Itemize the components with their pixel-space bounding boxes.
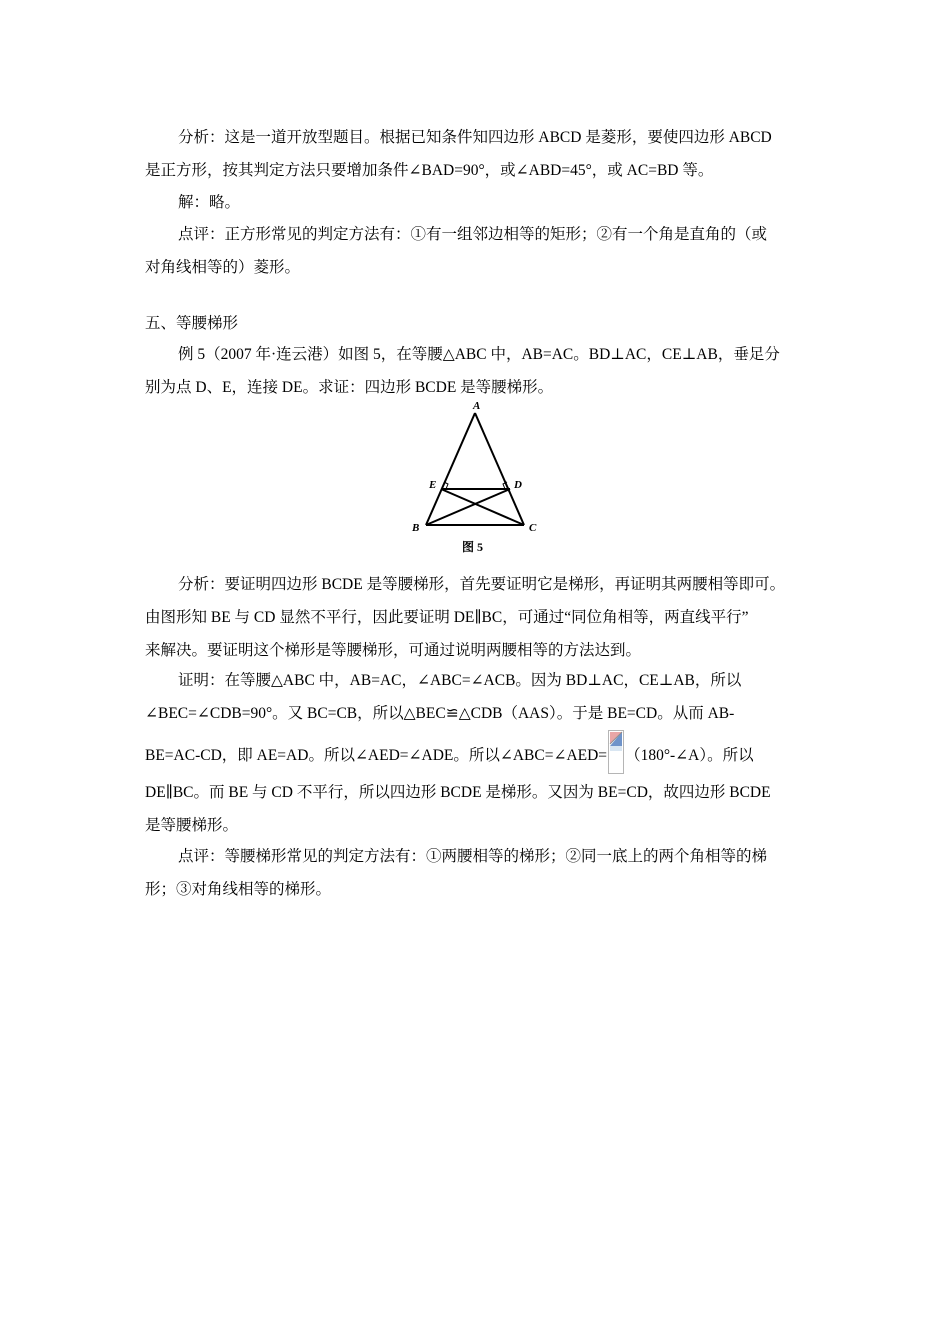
- analysis-paragraph-1: [145, 121, 810, 187]
- text-line: 是正方形，按其判定方法只要增加条件∠BAD=90°，或∠ABD=45°，或 AC=BD 等。: [145, 162, 714, 179]
- text-line: 是等腰梯形。: [145, 817, 239, 834]
- solution-paragraph: [145, 186, 810, 219]
- analysis-paragraph-2: [145, 568, 810, 667]
- text-line: [145, 730, 810, 776]
- text-line: 证明：在等腰△ABC 中，AB=AC，∠ABC=∠ACB。因为 BD⊥AC，CE⊥AB，所以: [178, 672, 742, 689]
- text-line: 由图形知 BE 与 CD 显然不平行，因此要证明 DE∥BC，可通过“同位角相等，两直线平行”: [145, 609, 749, 626]
- text-line: 来解决。要证明这个梯形是等腰梯形，可通过说明两腰相等的方法达到。: [145, 642, 642, 659]
- text-line: 分析：要证明四边形 BCDE 是等腰梯形，首先要证明它是梯形，再证明其两腰相等即可。: [178, 576, 786, 593]
- text-line: ∠BEC=∠CDB=90°。又 BC=CB，所以△BEC≌△CDB（AAS）。于是 BE=CD。从而 AB-: [145, 705, 735, 722]
- text-fragment: BE=AC-CD，即 AE=AD。所以∠AED=∠ADE。所以∠ABC=∠AED=: [145, 747, 608, 764]
- text-line: 点评：等腰梯形常见的判定方法有：①两腰相等的梯形；②同一底上的两个角相等的梯: [178, 848, 768, 865]
- label-e: E: [429, 479, 437, 491]
- section-heading: 五、等腰梯形: [145, 315, 239, 332]
- triangle-diagram: [400, 396, 550, 558]
- text-line: 别为点 D、E，连接 DE。求证：四边形 BCDE 是等腰梯形。: [145, 379, 554, 396]
- text-line: 形；③对角线相等的梯形。: [145, 881, 332, 898]
- label-b: B: [412, 522, 420, 534]
- section-title: [145, 307, 810, 340]
- side-ac: [475, 413, 524, 525]
- figure-caption: 图 5: [462, 540, 484, 554]
- text-line: 例 5（2007 年·连云港）如图 5，在等腰△ABC 中，AB=AC。BD⊥AC，CE⊥AB，垂足分: [178, 346, 780, 363]
- text-line: 点评：正方形常见的判定方法有：①有一组邻边相等的矩形；②有一个角是直角的（或: [178, 226, 768, 243]
- comment-paragraph-2: [145, 840, 810, 906]
- broken-fraction-image-icon: [608, 730, 624, 774]
- label-d: D: [514, 479, 522, 491]
- text-line: 分析：这是一道开放型题目。根据已知条件知四边形 ABCD 是菱形，要使四边形 ABCD: [178, 129, 772, 146]
- proof-paragraph: [145, 664, 810, 842]
- figure-5: [400, 396, 550, 558]
- comment-paragraph-1: [145, 218, 810, 284]
- text-line: 解：略。: [178, 194, 241, 211]
- label-a: A: [473, 400, 481, 412]
- example-paragraph: [145, 338, 810, 404]
- text-fragment: （180°-∠A）。所以: [625, 747, 754, 764]
- label-c: C: [529, 522, 537, 534]
- text-line: 对角线相等的）菱形。: [145, 259, 301, 276]
- text-line: DE∥BC。而 BE 与 CD 不平行，所以四边形 BCDE 是梯形。又因为 BE=CD，故四边形 BCDE: [145, 784, 771, 801]
